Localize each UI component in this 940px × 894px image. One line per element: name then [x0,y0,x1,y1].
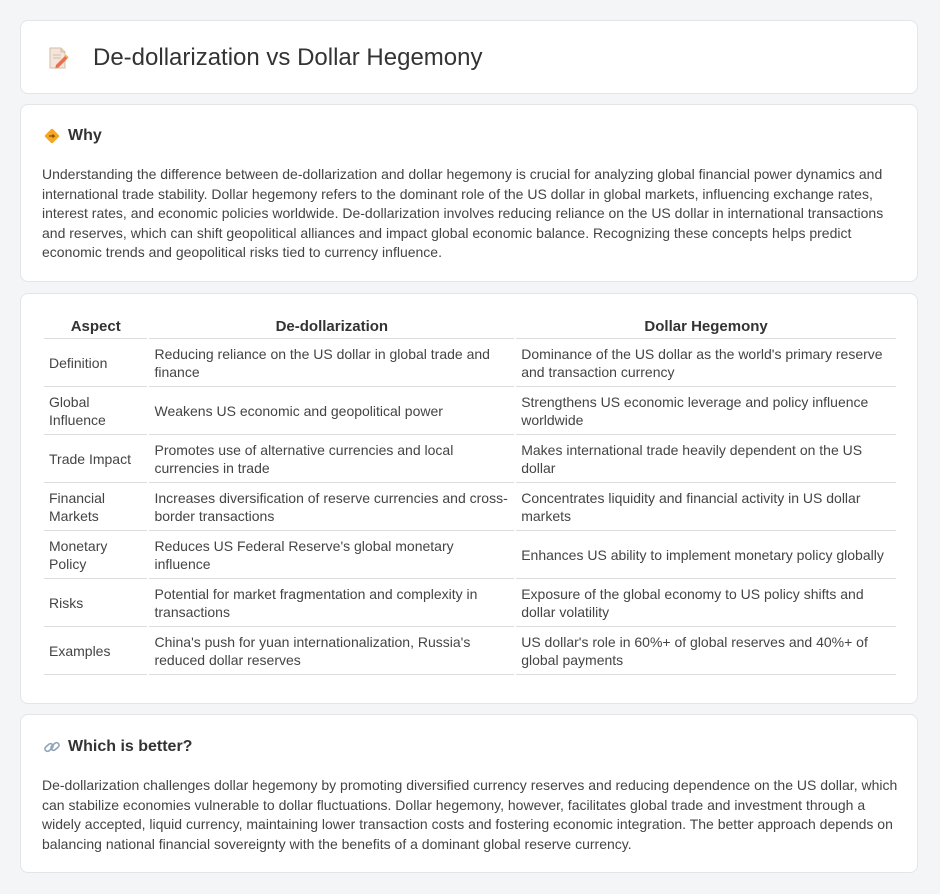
row-de-dollarization: Reducing reliance on the US dollar in global trade and finance [149,339,514,387]
why-paragraph: Understanding the difference between de-dollarization and dollar hegemony is crucial for analyzing global financial power dynamics and international trade stability. Dollar hegemony refers to the dominant role of the US dollar in global markets, influencing exchange rates, interest rates, and economic policies worldwide. De-dollarization involves reducing reliance on the US dollar in international transactions and reserves, which can shift geopolitical alliances and impact global economic balance. Recognizing these concepts helps predict economic trends and geopolitical risks tied to currency influence. [42,166,884,261]
row-de-dollarization: China's push for yuan internationalization, Russia's reduced dollar reserves [149,627,514,675]
row-aspect: Examples [44,627,147,675]
row-de-dollarization: Reduces US Federal Reserve's global monetary influence [149,531,514,579]
why-heading-row [43,127,102,145]
row-de-dollarization: Potential for market fragmentation and complexity in transactions [149,579,514,627]
row-aspect: Definition [44,339,147,387]
better-heading-row [43,738,192,756]
row-aspect: Global Influence [44,387,147,435]
row-de-dollarization: Increases diversification of reserve currencies and cross-border transactions [149,483,514,531]
document-pencil-icon [47,46,69,70]
table-row [44,435,896,483]
why-heading: Why [68,127,102,144]
row-aspect: Trade Impact [44,435,147,483]
row-dollar-hegemony: Concentrates liquidity and financial activity in US dollar markets [516,483,896,531]
better-heading: Which is better? [68,738,193,755]
why-section [20,104,918,282]
table-row [44,387,896,435]
header-de-dollarization: De-dollarization [149,314,514,339]
title-row [47,43,483,73]
row-dollar-hegemony: Makes international trade heavily dependent on the US dollar [516,435,896,483]
header-dollar-hegemony: Dollar Hegemony [516,314,896,339]
table-row [44,627,896,675]
row-de-dollarization: Weakens US economic and geopolitical power [149,387,514,435]
row-de-dollarization: Promotes use of alternative currencies and local currencies in trade [149,435,514,483]
header-aspect: Aspect [44,314,147,339]
table-row [44,531,896,579]
row-aspect: Risks [44,579,147,627]
page-title: De-dollarization vs Dollar Hegemony [93,44,483,71]
which-is-better-section [20,714,918,873]
comparison-table [42,314,898,675]
row-dollar-hegemony: US dollar's role in 60%+ of global reserves and 40%+ of global payments [516,627,896,675]
better-paragraph: De-dollarization challenges dollar hegemony by promoting diversified currency reserves and reducing dependence on the US dollar, which can stabilize economies vulnerable to dollar fluctuations. Dollar hegemony, however, facilitates global trade and investment through a widely accepted, liquid currency, maintaining lower transaction costs and fostering economic integration. The better approach depends on balancing national financial sovereignty with the benefits of a dominant global reserve currency. [42,777,898,852]
comparison-section [20,293,918,704]
row-dollar-hegemony: Dominance of the US dollar as the world's primary reserve and transaction currency [516,339,896,387]
table-row [44,579,896,627]
table-row [44,483,896,531]
title-card [20,20,918,94]
table-row [44,339,896,387]
row-dollar-hegemony: Strengthens US economic leverage and policy influence worldwide [516,387,896,435]
diamond-signpost-icon [43,127,61,145]
table-header-row [44,314,896,339]
row-dollar-hegemony: Exposure of the global economy to US policy shifts and dollar volatility [516,579,896,627]
row-aspect: Financial Markets [44,483,147,531]
row-aspect: Monetary Policy [44,531,147,579]
link-icon [43,738,61,756]
row-dollar-hegemony: Enhances US ability to implement monetary policy globally [516,531,896,579]
